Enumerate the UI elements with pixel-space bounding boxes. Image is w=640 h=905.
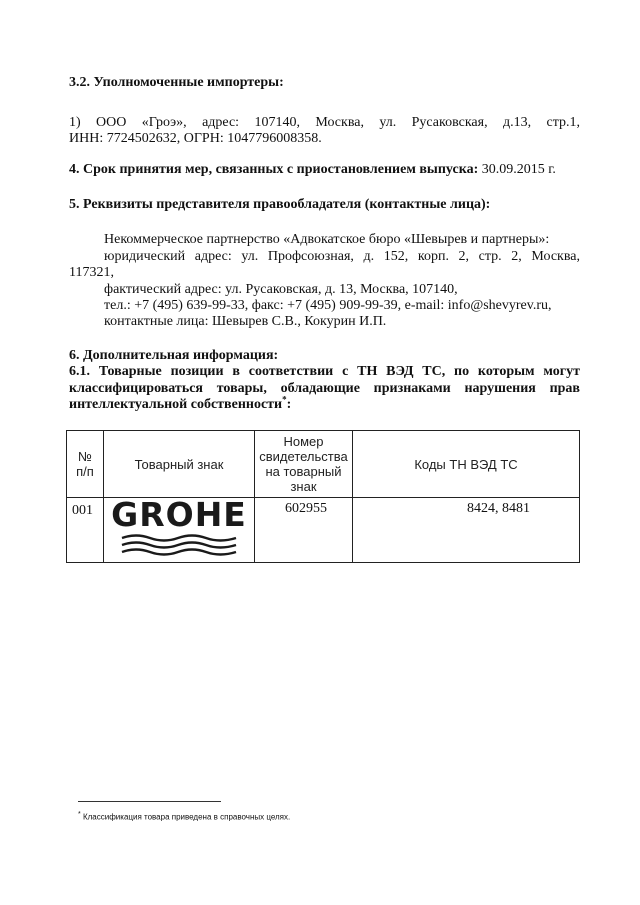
legal-address-postcode: 117321, [69, 265, 114, 280]
importer-address-line: 1) ООО «Гроэ», адрес: 107140, Москва, ул. Русаковская, д.13, стр.1, [69, 115, 580, 130]
header-certificate-line-3: на товарный [265, 464, 342, 479]
footnote-text: Классификация товара приведена в справочных целях. [82, 812, 291, 822]
header-certificate-line-4: знак [290, 479, 317, 494]
representative-org-line: Некоммерческое партнерство «Адвокатское бюро «Шевырев и партнеры»: [104, 232, 550, 247]
grohe-logo [108, 495, 250, 558]
grohe-logo-wordmark: GROHE [111, 495, 247, 534]
section-4-heading: 4. Срок принятия мер, связанных с приостановлением выпуска: [69, 162, 479, 177]
section-5-heading: 5. Реквизиты представителя правообладателя (контактные лица): [69, 197, 491, 212]
section-6-1-line-1: 6.1. Товарные позиции в соответствии с ТН ВЭД ТС, по которым могут [69, 364, 580, 379]
header-certificate-line-2: свидетельства [259, 449, 348, 464]
section-4-value: 30.09.2015 г. [481, 162, 556, 177]
footnote-reference: * [282, 394, 287, 405]
water-waves-icon [120, 534, 238, 556]
footnote-mark: * [78, 811, 81, 818]
section-6-1-line-3-text: интеллектуальной собственности [69, 397, 283, 412]
header-number-line-1: № [78, 449, 92, 464]
footnote-separator [78, 801, 221, 802]
section-6-1-line-2: классифицироваться товары, обладающие признаками нарушения прав [69, 381, 580, 396]
section-6-1-line-3 [69, 394, 292, 413]
header-trademark: Товарный знак [134, 456, 224, 472]
importer-ids-line: ИНН: 7724502632, ОГРН: 1047796008358. [69, 131, 322, 146]
phone-fax-email-line: тел.: +7 (495) 639-99-33, факс: +7 (495) 909-99-39, e-mail: info@shevyrev.ru, [104, 298, 552, 313]
section-6-heading: 6. Дополнительная информация: [69, 348, 279, 363]
header-certificate [255, 431, 352, 497]
footnote [78, 810, 290, 823]
header-certificate-line-1: Номер [283, 434, 324, 449]
actual-address-line: фактический адрес: ул. Русаковская, д. 13, Москва, 107140, [104, 282, 458, 297]
contact-persons-line: контактные лица: Шевырев С.В., Кокурин И.П. [104, 314, 387, 329]
section-3-2-heading: 3.2. Уполномоченные импортеры: [69, 75, 284, 90]
row-number: 001 [72, 503, 93, 518]
legal-address-line: юридический адрес: ул. Профсоюзная, д. 152, корп. 2, стр. 2, Москва, [104, 249, 580, 264]
row-certificate: 602955 [285, 501, 327, 516]
row-codes: 8424, 8481 [467, 501, 530, 516]
section-6-1-colon: : [286, 397, 292, 412]
header-number-line-2: п/п [76, 464, 94, 479]
header-codes: Коды ТН ВЭД ТС [414, 456, 518, 472]
section-4-line [69, 162, 556, 178]
header-number [67, 431, 103, 497]
